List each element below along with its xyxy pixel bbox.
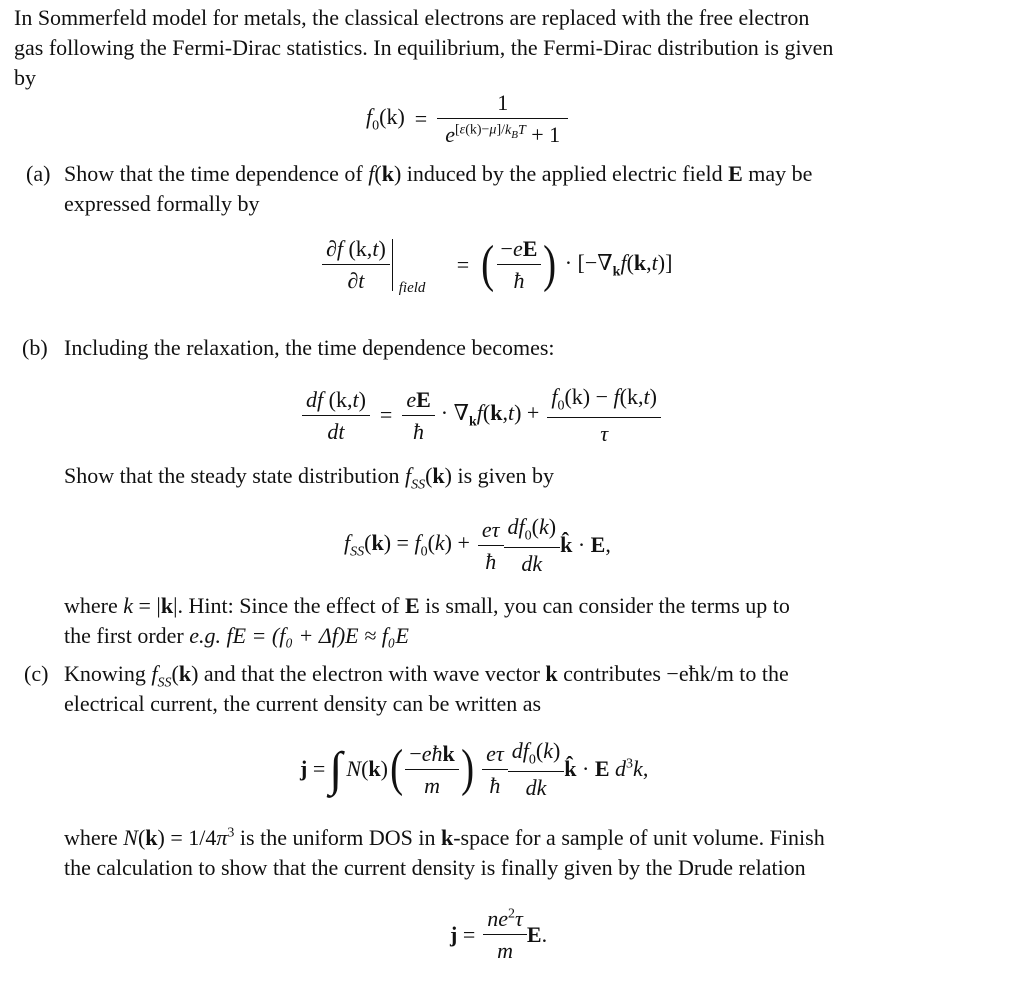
- part-c-label: (c): [24, 661, 49, 686]
- intro-line-3: by: [14, 65, 36, 90]
- part-a-line-2: expressed formally by: [64, 191, 260, 216]
- part-c-where-line-1: where $N(k) = 1/4\pi^3$ is the uniform DOS in k-space for a sample of unit volume. Finish: [64, 825, 825, 850]
- part-b-hint-line-2: the first order e.g. fE = (f₀ + Δf)E ≈ f₀E: [64, 623, 409, 648]
- part-b-line-1: Including the relaxation, the time dependence becomes:: [64, 335, 555, 360]
- steady-state-prompt: Show that the steady state distribution $f_{SS}(k)$ is given by: [64, 463, 555, 493]
- steady-state-equation: $f_{SS}(k) = f_0(k)$ + $\frac{e\tau}{ħ}$ $\frac{df_0(k)}{dk}$ k̂ · E,: [344, 514, 611, 577]
- field-subscript: field: [398, 279, 426, 296]
- part-b-hint-line-1: where k = |k|. Hint: Since the effect of E is small, you can consider the terms up to: [64, 593, 790, 618]
- intro-line-1: In Sommerfeld model for metals, the classical electrons are replaced with the free electron: [14, 5, 810, 30]
- part-c-line-2: electrical current, the current density can be written as: [64, 691, 542, 716]
- intro-line-2: gas following the Fermi-Dirac statistics. In equilibrium, the Fermi-Dirac distribution is given: [14, 35, 834, 60]
- part-a-label: (a): [26, 161, 51, 186]
- part-b-label: (b): [22, 335, 48, 360]
- drude-relation-equation: j = $\frac{ne^2\tau}{m}$ E.: [450, 906, 548, 964]
- part-c-where-line-2: the calculation to show that the current density is finally given by the Drude relation: [64, 855, 806, 880]
- part-c-line-1: Knowing $f_{SS}(k)$ and that the electron with wave vector k contributes −eħk/m to the: [64, 661, 789, 691]
- field-time-dependence-equation: $\frac{\partial f (k,t)}{\partial t}$ field = ( $\frac{-eE}{ħ}$ ) · $[-\nabla_kf(k,t)]$: [322, 236, 672, 294]
- part-a-line-1: Show that the time dependence of f(k) induced by the applied electric field E may be: [64, 161, 813, 186]
- fermi-dirac-equation: $f_0(k)$ = $\frac{1}{e^{[\varepsilon(k)-\mu]/k_BT} + 1}$: [366, 90, 568, 148]
- current-density-integral-equation: j = ∫ N(k) ( $\frac{\text{−eħk}}{m}$ ) $\frac{e\tau}{ħ}$ $\frac{df_0(k)}{dk}$ k̂ · E $d^3k$,: [300, 738, 649, 801]
- relaxation-equation: $\frac{df (k,t)}{dt}$ = $\frac{eE}{ħ}$ · $\nabla_kf(k,t)$ + $\frac{f_0(k) - f(k,t)}{\tau}$: [302, 384, 661, 447]
- evaluation-bar: [392, 239, 426, 296]
